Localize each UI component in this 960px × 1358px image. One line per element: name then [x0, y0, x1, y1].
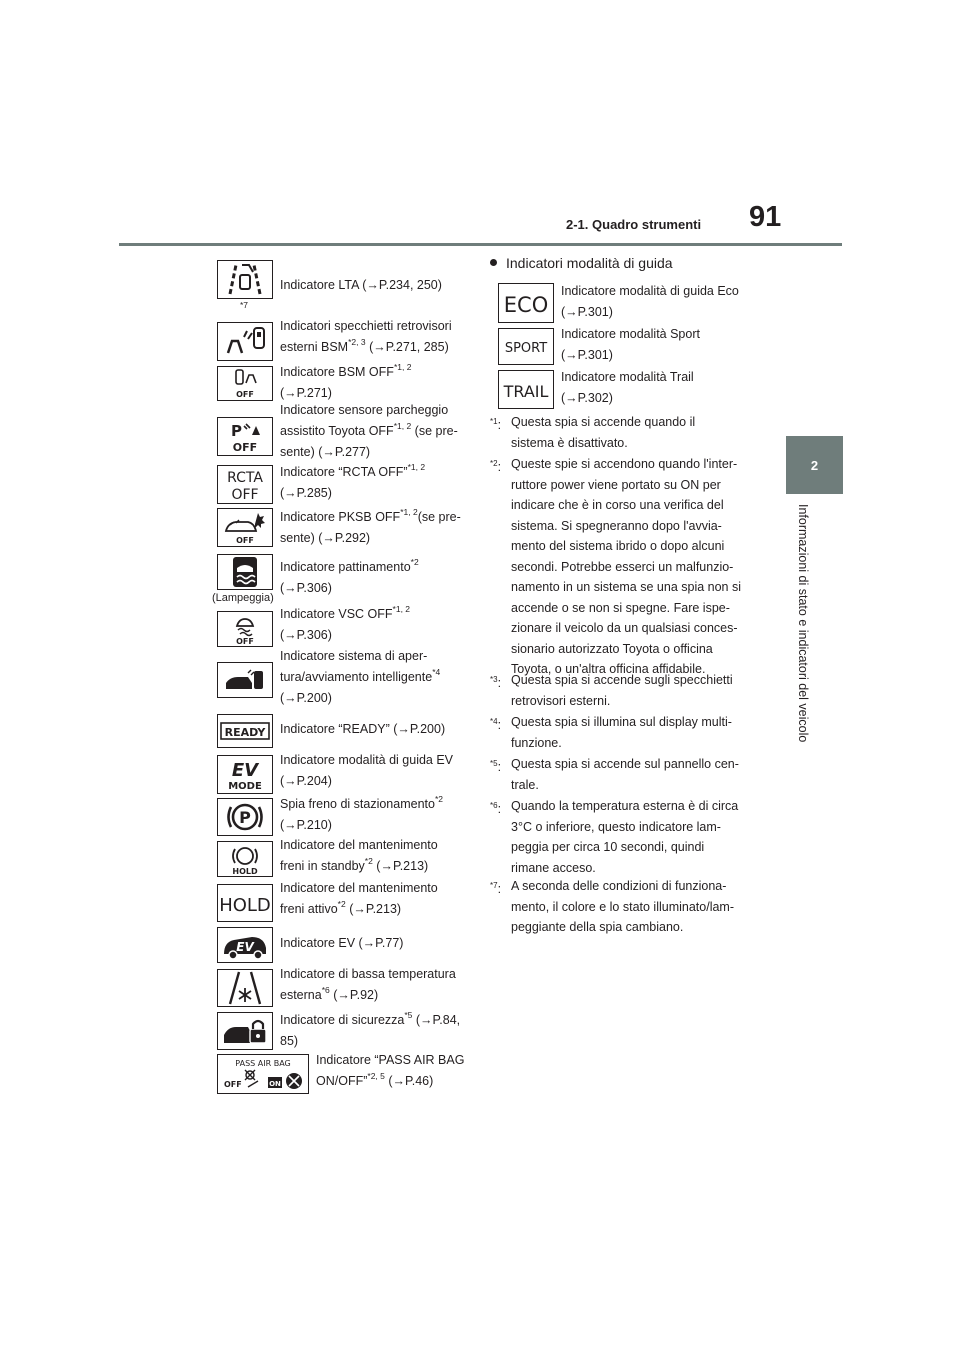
eco-mode-label: Indicatore modalità di guida Eco (→P.301): [561, 284, 739, 319]
ready-icon: [217, 714, 273, 748]
eco-text: ECO: [503, 293, 549, 317]
header-rule: [119, 243, 842, 246]
brake-hold-standby-icon: [217, 841, 273, 877]
footnote-3: $^{*3}$: Questa spia si accende sugli specchietti retrovisori esterni.: [490, 673, 733, 708]
svg-text:P: P: [239, 808, 251, 827]
smart-key-label: Indicatore sistema di aper- tura/avviamento intelligente$^{*4}$ (→P.200): [280, 649, 441, 705]
passenger-airbag-icon: [217, 1054, 309, 1094]
smart-key-icon: [217, 662, 273, 698]
low-temperature-label: Indicatore di bassa temperatura esterna$^{*6}$ (→P.92): [280, 967, 456, 1002]
trail-mode-label: Indicatore modalità Trail (→P.302): [561, 370, 694, 405]
rcta-text: RCTA: [227, 470, 263, 486]
footnote-5: $^{*5}$: Questa spia si accende sul pannello cen- trale.: [490, 757, 739, 792]
vsc-label: Indicatore VSC OFF$^{*1, 2}$ (→P.306): [280, 603, 411, 642]
footnote-2: $^{*2}$: Queste spie si accendono quando l'inter- ruttore power viene portato su ON per indicare che è in corso una verifica del sistema. Si spegneranno dopo l'avvia- mento del sistema ibrido o dopo alcuni secondi. Potrebbe esserci un malfunzio- namento in un sistema se una spia non si accende o se non si spegne. Fare ispe- zionare il veicolo da un qualsiasi conces- sionario autorizzato Toyota o officina Toyota, o un'altra officina affidabile.: [490, 457, 741, 676]
parking-sensor-label: Indicatore sensore parcheggio assistito Toyota OFF$^{*1, 2}$ (se pre- sente) (→P.277): [280, 403, 458, 459]
vsc-off-icon: [217, 611, 273, 647]
bsm-off-label: Indicatore BSM OFF$^{*1, 2}$ (→P.271): [280, 361, 412, 400]
ev-indicator-label: Indicatore EV (→P.77): [280, 936, 404, 950]
rcta-off-text: OFF: [231, 487, 259, 503]
section-title: 2-1. Quadro strumenti: [566, 217, 702, 232]
sport-mode-label: Indicatore modalità Sport (→P.301): [561, 327, 700, 362]
parking-sensor-off-icon: [217, 417, 273, 456]
ev-mode-icon: [217, 755, 273, 794]
ev-mode-mode-text: MODE: [228, 781, 262, 792]
footnote-6: $^{*6}$: Quando la temperatura esterna è di circa 3°C o inferiore, questo indicatore lam- peggia per circa 10 secondi, quindi rimane acceso.: [490, 799, 739, 875]
parking-brake-label: Spia freno di stazionamento$^{*2}$ (→P.210): [280, 793, 444, 832]
footnote-4: $^{*4}$: Questa spia si illumina sul display multi- funzione.: [490, 715, 732, 750]
page-number: 91: [749, 201, 782, 233]
bullet-dot: [490, 259, 497, 266]
security-icon: [217, 1012, 273, 1050]
brake-hold-active-icon: [217, 884, 273, 922]
bsm-off-text: OFF: [236, 390, 254, 399]
chapter-tab[interactable]: 2: [786, 436, 843, 494]
sport-mode-icon: [498, 328, 554, 365]
pksb-label: Indicatore PKSB OFF$^{*1, 2}$(se pre- sente) (→P.292): [280, 506, 461, 545]
chapter-title: Informazioni di stato e indicatori del veicolo: [796, 504, 810, 743]
airbag-on-text: ON: [269, 1080, 281, 1088]
sport-text: SPORT: [504, 341, 548, 356]
airbag-title-text: PASS AIR BAG: [235, 1059, 291, 1068]
parking-brake-icon: [217, 798, 273, 836]
vsc-off-text: OFF: [236, 637, 254, 646]
ev-indicator-icon: [217, 927, 273, 963]
low-temperature-icon: [217, 969, 273, 1007]
rcta-off-icon: [217, 465, 273, 504]
slip-indicator-icon: [217, 554, 273, 590]
airbag-off-text: OFF: [224, 1080, 242, 1089]
lane-trace-assist-icon: [217, 260, 273, 299]
slip-label: Indicatore pattinamento$^{*2}$ (→P.306): [280, 556, 419, 595]
ev-mode-label: Indicatore modalità di guida EV (→P.204): [280, 753, 454, 788]
bsm-mirror-label: Indicatori specchietti retrovisori esterni BSM$^{*2, 3}$ (→P.271, 285): [280, 319, 452, 354]
ready-text: READY: [224, 726, 266, 739]
security-label: Indicatore di sicurezza$^{*5}$ (→P.84, 85): [280, 1009, 461, 1048]
slip-blink-note: (Lampeggia): [212, 592, 274, 604]
ev-mode-ev-text: EV: [231, 760, 259, 781]
trail-mode-icon: [498, 370, 554, 409]
svg-text:P: P: [231, 422, 242, 440]
lta-label: Indicatore LTA (→P.234, 250): [280, 278, 442, 292]
pksb-off-icon: [217, 508, 273, 547]
hold-small-text: HOLD: [232, 867, 258, 876]
eco-mode-icon: [498, 283, 554, 323]
brake-hold-standby-label: Indicatore del mantenimento freni in standby$^{*2}$ (→P.213): [280, 838, 438, 873]
trail-text: TRAIL: [503, 382, 549, 401]
hold-large-text: HOLD: [219, 895, 271, 916]
passenger-airbag-label: Indicatore “PASS AIR BAG ON/OFF”$^{*2, 5}$ (→P.46): [316, 1053, 465, 1088]
pksb-off-text: OFF: [236, 536, 254, 545]
lta-footnote-mark: *7: [240, 300, 249, 310]
footnote-7: $^{*7}$: A seconda delle condizioni di funziona- mento, il colore e lo stato illuminato/lam- peggiante della spia cambiano.: [490, 879, 735, 934]
ev-badge-text: EV: [236, 940, 254, 954]
bsm-off-icon: [217, 366, 273, 401]
rcta-label: Indicatore “RCTA OFF”$^{*1, 2}$ (→P.285): [280, 461, 426, 500]
brake-hold-active-label: Indicatore del mantenimento freni attivo$^{*2}$ (→P.213): [280, 881, 438, 916]
bsm-mirror-icon: [217, 322, 273, 361]
ready-label: Indicatore “READY” (→P.200): [280, 722, 446, 736]
parking-off-text: OFF: [232, 441, 258, 454]
footnote-1: $^{*1}$: Questa spia si accende quando il sistema è disattivato.: [490, 415, 696, 450]
drive-mode-heading: Indicatori modalità di guida: [490, 255, 673, 271]
